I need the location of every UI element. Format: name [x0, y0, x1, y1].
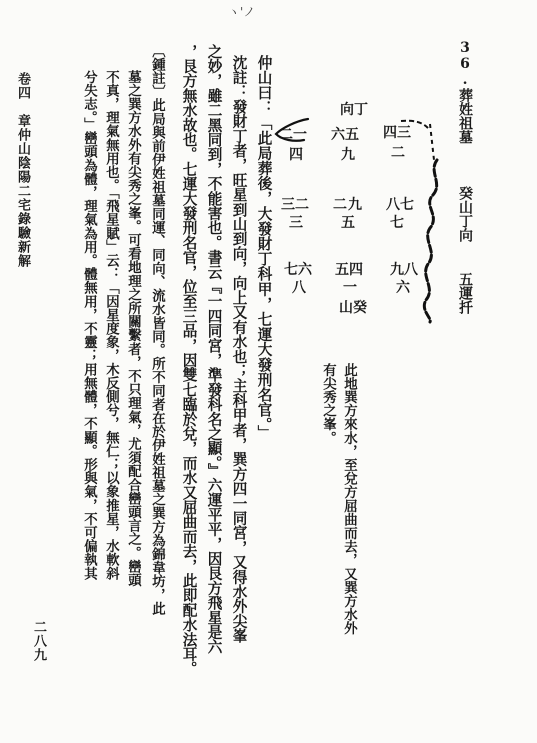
chart-note-line-1: 此地巽方來水，至兌方屈曲而去，又巽方水外	[341, 363, 358, 635]
chart-cell-center-a: 九	[348, 197, 362, 213]
chart-cell-bot-left-b: 八	[292, 280, 306, 296]
chart-cell-top-left-b: 四	[289, 147, 303, 163]
case-number: 36.	[457, 40, 473, 88]
chart-cell-bot-left-a: 七六	[284, 262, 312, 278]
chart-cell-top-right-b: 二	[391, 145, 405, 161]
mountain-label: 山癸	[339, 300, 367, 316]
chart-cell-mid-left-a: 三二	[281, 197, 309, 213]
chart-cell-center-c: 五	[341, 215, 355, 231]
chart-cell-top-mid-a: 六五	[331, 127, 359, 143]
chart-cell-mid-right-a: 八七	[386, 197, 414, 213]
chart-cell-bot-right-a: 九八	[390, 262, 418, 278]
case-mountain-direction: 癸山丁向	[457, 186, 473, 242]
commentary-line-3: 不真，理氣無用也。「飛星賦」云：「因星度象，木反側兮，無仁；以象推星，水軟斜	[103, 70, 120, 581]
page-scribble: ヽ'ノ	[228, 5, 256, 19]
running-title: 卷四 章仲山陰陽二宅錄驗新解	[15, 72, 30, 268]
commentary-text-1: 此局與前伊姓祖墓同運、同向、流水皆同。所不同者在於伊姓祖墓之巽方為錦韋坊，此	[149, 98, 166, 616]
chart-note-line-2: 有尖秀之峯。	[320, 363, 337, 445]
commentary-line-1	[149, 44, 166, 616]
chart-cell-mid-right-b: 七	[390, 215, 404, 231]
body-line-3: 之妙，雖二黑同到，不能害也。書云『一四同宮，準發科名之顯。』六運平平，因艮方飛星是六	[205, 44, 223, 655]
body-line-1: 仲山曰：「此局葬後，大發財丁科甲，七運大發刑名官。」	[255, 55, 273, 441]
page-number: 二八九	[31, 620, 46, 662]
chart-cell-bot-mid-b: 一	[343, 280, 357, 296]
chart-cell-center-b: 二	[333, 197, 347, 213]
case-title: 葬姓祖墓	[457, 88, 473, 144]
commentary-label: 〔鍾註〕	[149, 44, 166, 99]
chart-cell-top-mid-b: 九	[341, 147, 355, 163]
case-period: 五運扦	[457, 272, 473, 314]
chart-cell-bot-mid-a: 五四	[335, 262, 363, 278]
commentary-line-4: 兮失志。」巒頭為體，理氣為用。體無用，不靈；用無體，不顯。形與氣，不可偏執其	[81, 70, 98, 581]
chart-cell-bot-right-b: 六	[396, 280, 410, 296]
chart-cell-mid-left-b: 三	[289, 215, 303, 231]
chart-cell-top-right-a: 四三	[383, 125, 411, 141]
body-line-2: 沈註：發財丁者，旺星到山到向，向上又有水也；主科甲者，巽方四一同宮，又得水外尖峯	[230, 55, 248, 643]
commentary-line-2: 墓之巽方水外有尖秀之峯。可看地理之所關繫者，不只理氣，尤須配合巒頭言之。巒頭	[125, 70, 142, 587]
chart-cell-top-left-a: 二一	[279, 127, 307, 143]
body-line-4: ，艮方無水故也。七運大發刑名官，位至三品，因雙七臨於兌，而水又屈曲而去，此即配水法耳。	[180, 44, 198, 677]
direction-label: 向丁	[340, 102, 368, 118]
